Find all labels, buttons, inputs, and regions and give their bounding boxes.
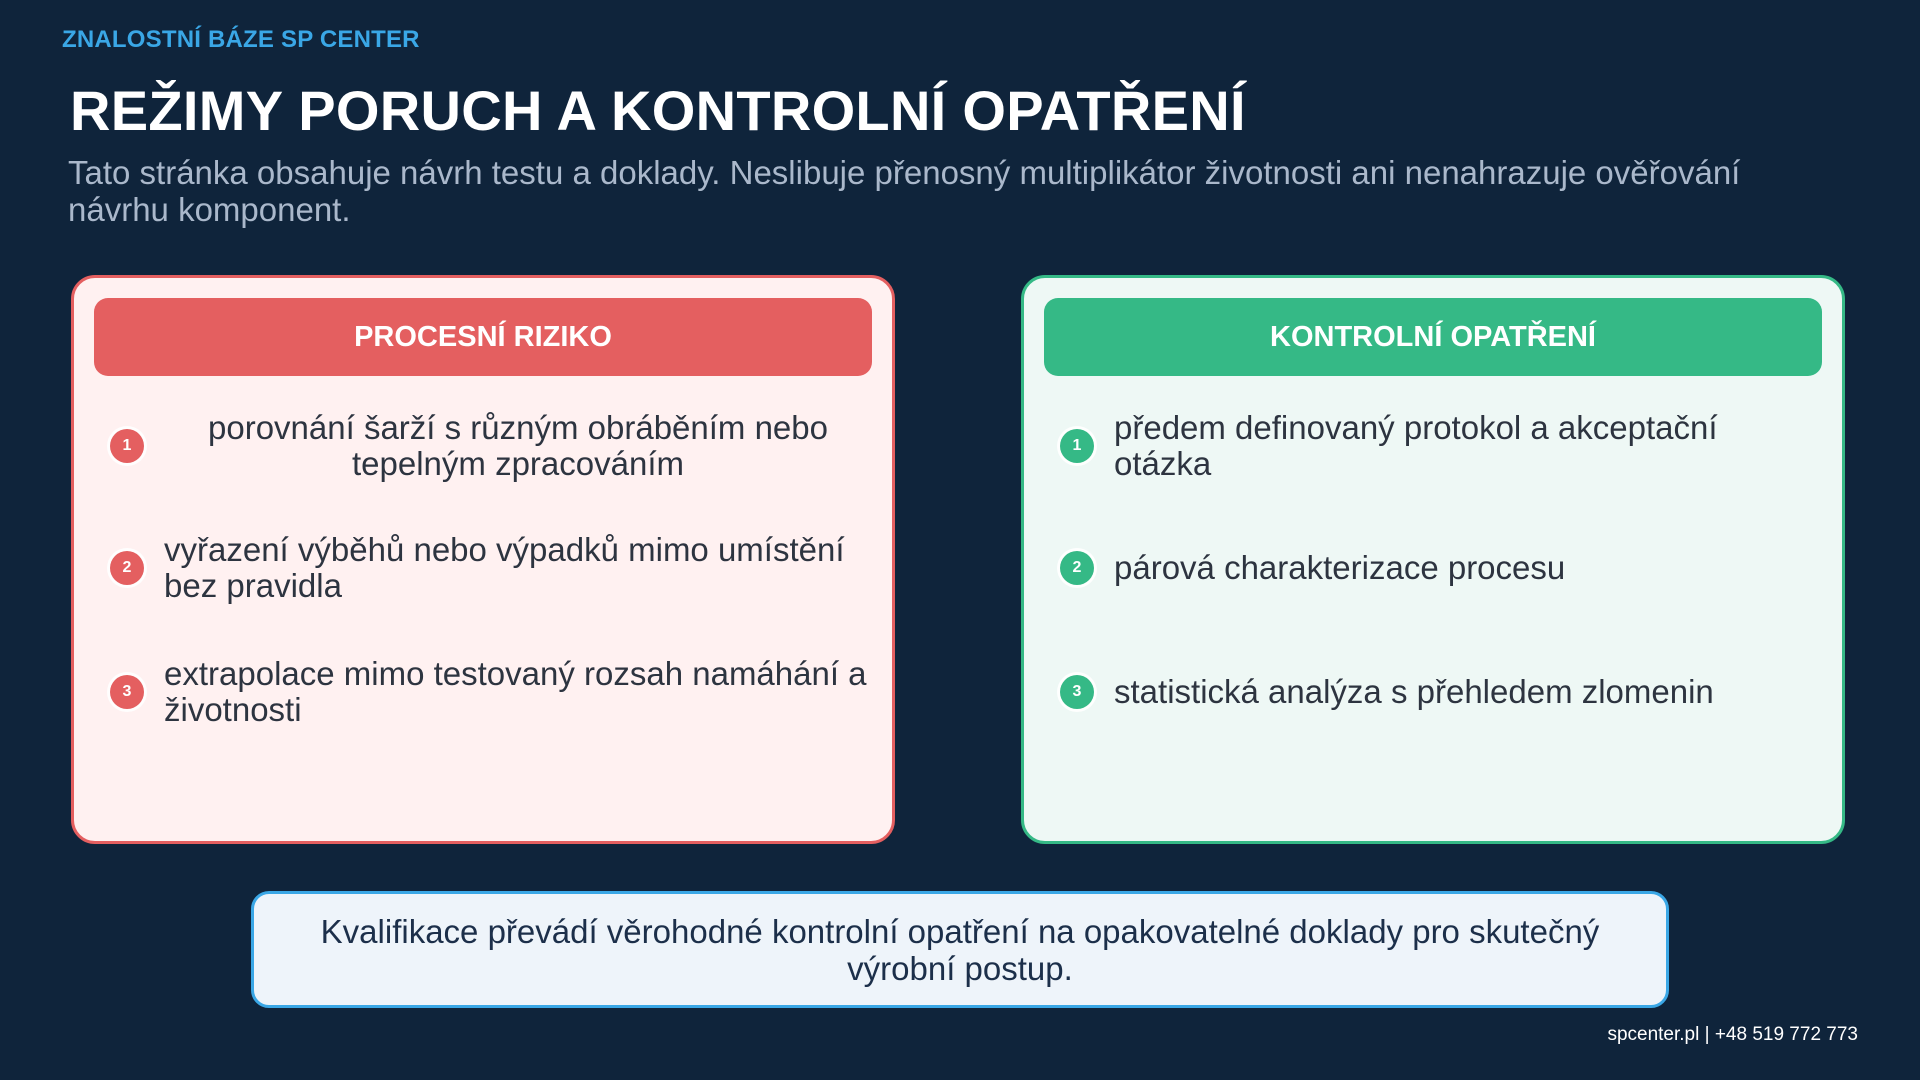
number-badge: 1	[1060, 429, 1094, 463]
risk-item-text: extrapolace mimo testovaný rozsah namáhání a životnosti	[164, 655, 867, 728]
number-badge: 2	[110, 551, 144, 585]
risk-item	[94, 518, 872, 618]
control-panel-header: KONTROLNÍ OPATŘENÍ	[1044, 298, 1822, 376]
page-subtitle: Tato stránka obsahuje návrh testu a doklady. Neslibuje přenosný multiplikátor životnosti ani nenahrazuje ověřování návrhu komponent.	[68, 154, 1741, 228]
control-item-text: párová charakterizace procesu	[1114, 549, 1566, 586]
contact-info: spcenter.pl | +48 519 772 773	[1607, 1024, 1858, 1045]
control-item	[1044, 642, 1822, 742]
summary-text: Kvalifikace převádí věrohodné kontrolní opatření na opakovatelné doklady pro skutečný výrobní postup.	[320, 912, 1600, 987]
risk-item-text: vyřazení výběhů nebo výpadků mimo umístění bez pravidla	[164, 531, 845, 604]
number-badge: 2	[1060, 551, 1094, 585]
control-item-text: statistická analýza s přehledem zlomenin	[1114, 673, 1714, 710]
risk-panel	[71, 275, 895, 844]
summary-callout	[251, 891, 1669, 1008]
control-item	[1044, 518, 1822, 618]
number-badge: 3	[1060, 675, 1094, 709]
risk-panel-header: PROCESNÍ RIZIKO	[94, 298, 872, 376]
control-item	[1044, 396, 1822, 496]
brand-label: ZNALOSTNÍ BÁZE SP CENTER	[62, 26, 420, 53]
control-panel	[1021, 275, 1845, 844]
control-item-text: předem definovaný protokol a akceptační otázka	[1114, 409, 1718, 482]
risk-item	[94, 642, 872, 742]
number-badge: 1	[110, 429, 144, 463]
number-badge: 3	[110, 675, 144, 709]
page-title: REŽIMY PORUCH A KONTROLNÍ OPATŘENÍ	[70, 79, 1246, 142]
risk-item-text: porovnání šarží s různým obráběním nebo tepelným zpracováním	[208, 409, 828, 482]
risk-item	[94, 396, 872, 496]
